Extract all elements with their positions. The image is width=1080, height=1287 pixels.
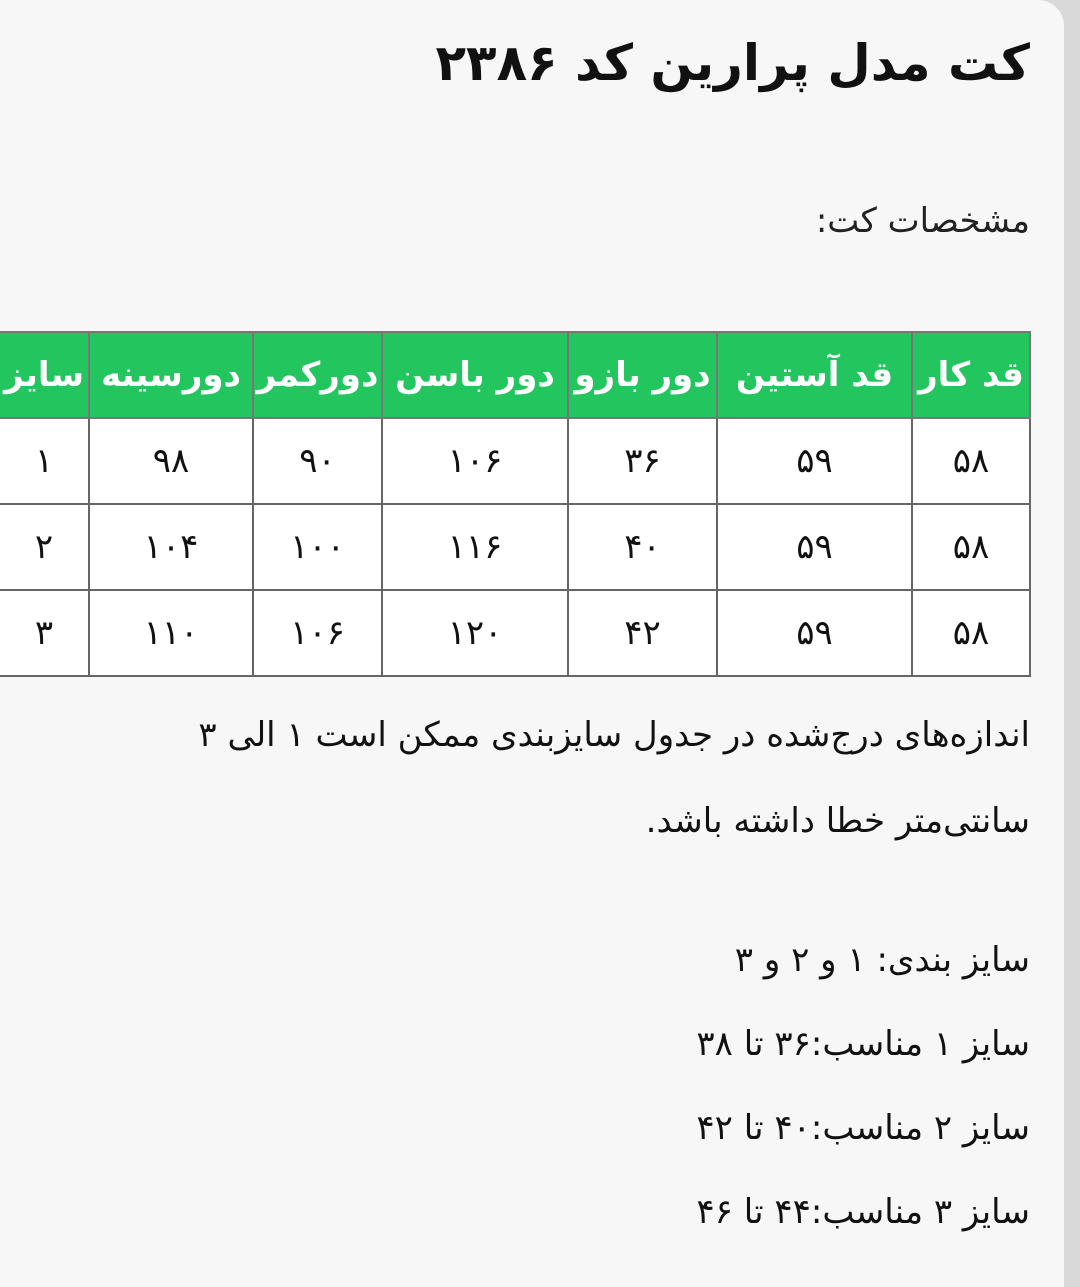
size-chart-table <box>0 331 1031 677</box>
list-item: سایز ۲ مناسب:۴۰ تا ۴۲ <box>696 1108 1030 1148</box>
table-cell: ۳۶ <box>568 418 717 504</box>
header-size: سایز <box>0 332 89 418</box>
table-header-row <box>0 332 1030 418</box>
table-cell: ۴۲ <box>568 590 717 676</box>
table-cell: ۱۰۴ <box>89 504 253 590</box>
table-cell: ۲ <box>0 504 89 590</box>
header-waist-circumference: دورکمر <box>253 332 382 418</box>
table-cell: ۵۹ <box>717 504 912 590</box>
table-cell: ۱ <box>0 418 89 504</box>
table-cell: ۴۰ <box>568 504 717 590</box>
header-chest-circumference: دورسینه <box>89 332 253 418</box>
table-cell: ۱۰۶ <box>253 590 382 676</box>
size-guide-list <box>330 918 1030 1254</box>
table-cell: ۱۱۶ <box>382 504 568 590</box>
measurement-note <box>20 692 1030 864</box>
header-hip-circumference: دور باسن <box>382 332 568 418</box>
header-length: قد کار <box>912 332 1030 418</box>
measurement-note-line: اندازه‌های درج‌شده در جدول سایزبندی ممکن است ۱ الی ۳ <box>198 715 1030 755</box>
specs-heading: مشخصات کت: <box>815 201 1030 241</box>
measurement-note-line: سانتی‌متر خطا داشته باشد. <box>645 801 1030 841</box>
table-cell: ۵۸ <box>912 418 1030 504</box>
list-item: سایز ۱ مناسب:۳۶ تا ۳۸ <box>696 1024 1030 1064</box>
table-row <box>0 504 1030 590</box>
table-cell: ۵۹ <box>717 590 912 676</box>
table-cell: ۹۸ <box>89 418 253 504</box>
list-item: سایز ۳ مناسب:۴۴ تا ۴۶ <box>696 1192 1030 1232</box>
table-cell: ۵۸ <box>912 504 1030 590</box>
table-cell: ۵۹ <box>717 418 912 504</box>
table-row <box>0 418 1030 504</box>
table-cell: ۱۰۰ <box>253 504 382 590</box>
table-cell: ۱۲۰ <box>382 590 568 676</box>
header-sleeve-length: قد آستین <box>717 332 912 418</box>
header-arm-circumference: دور بازو <box>568 332 717 418</box>
table-cell: ۹۰ <box>253 418 382 504</box>
table-cell: ۱۰۶ <box>382 418 568 504</box>
table-cell: ۵۸ <box>912 590 1030 676</box>
table-cell: ۳ <box>0 590 89 676</box>
product-title: کت مدل پرارین کد ۲۳۸۶ <box>435 34 1030 92</box>
table-row <box>0 590 1030 676</box>
table-cell: ۱۱۰ <box>89 590 253 676</box>
size-summary: سایز بندی: ۱ و ۲ و ۳ <box>734 940 1030 980</box>
